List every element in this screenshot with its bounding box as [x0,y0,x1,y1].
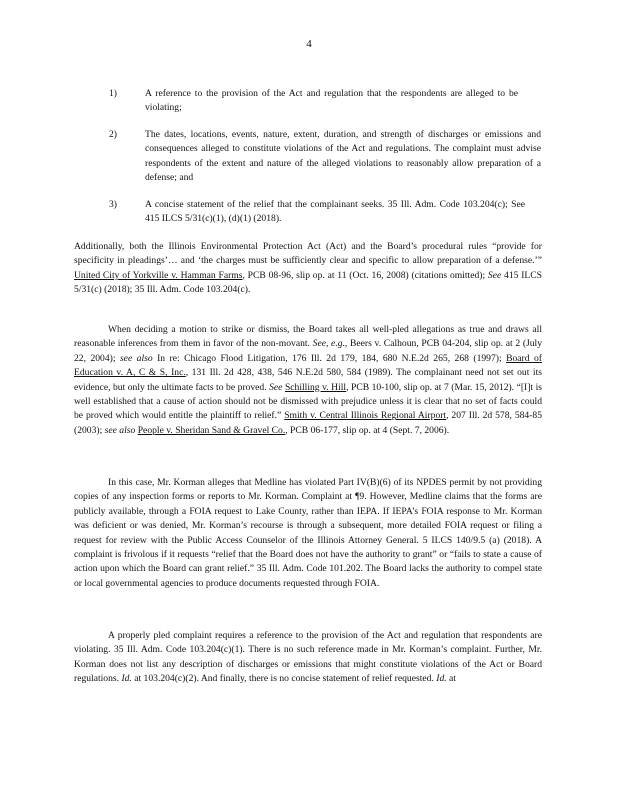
paragraph-text: , Beers v. Calhoun, PCB 04-204, slip op. at 2 (July 22, 2004); [74,338,543,364]
paragraph-properly-pled [74,629,542,687]
case-citation: Smith v. Central Illinois Regional Airport [284,410,447,422]
list-item-1-text: A reference to the provision of the Act and regulation that the respondents are alleged to be violating; [145,88,518,114]
paragraph-text: , PCB 06-177, slip op. at 4 (Sept. 7, 2006). [285,424,450,436]
signal-see: See [487,269,502,281]
signal-id: Id. [121,673,132,685]
paragraph-specificity [74,240,542,298]
paragraph-text: A properly pled complaint requires a reference to the provision of the Act and regulation that respondents are violating. 35 Ill. Adm. Code 103.204(c)(1). There is no such reference made in Mr. Korman’s complaint. Further, Mr. Korman does not list any description of discharges or emissions that might constitute violations of the Act or Board regulations. [74,630,542,685]
case-citation: Board of Education v. A, C & S, Inc. [74,352,542,379]
signal-see: See [269,381,283,393]
list-item-3-text: A concise statement of the relief that the complainant seeks. 35 Ill. Adm. Code 103.204(c); See 415 ILCS 5/31(c)(1), (d)(1) (2018). [145,199,525,225]
case-citation: People v. Sheridan Sand & Gravel Co. [137,424,286,436]
paragraph-text: at [446,673,456,685]
list-number-2: 2) [109,129,117,140]
signal-see-also: see also [119,352,153,364]
paragraph-text: In re: Chicago Flood Litigation, 176 Ill. 2d 179, 184, 680 N.E.2d 265, 268 (1997); [152,352,507,364]
paragraph-text: , 207 Ill. 2d 578, 584-85 (2003); [74,410,542,436]
paragraph-text: 415 ILCS 5/31(c) (2018); 35 Ill. Adm. Code 103.204(c). [74,269,542,296]
paragraph-standard-of-review [74,323,542,438]
signal-see-eg: See, e.g. [312,338,345,350]
signal-id: Id. [436,673,447,685]
list-number-3: 3) [109,199,117,210]
paragraph-korman-allegations: In this case, Mr. Korman alleges that Medline has violated Part IV(B)(6) of its NPDES permit by not providing copies of any inspection forms or reports to Mr. Korman. Complaint at ¶9. However, Medline claims that the forms are publicly available, through a FOIA request to Lake County, rather than IEPA. If IEPA’s FOIA response to Mr. Korman was deficient or was denied, Mr. Korman’s recourse is through a subsequent, more detailed FOIA request or filing a request for review with the Public Access Counselor of the Illinois Attorney General. 5 ILCS 140/9.5 (a) (2018). A complaint is frivolous if it requests “relief that the Board does not have the authority to grant” or “fails to state a cause of action upon which the Board can grant relief.” 35 Ill. Adm. Code 101.202. The Board lacks the authority to compel state or local governmental agencies to produce documents requested through FOIA. [74,477,542,589]
list-item-2-text: The dates, locations, events, nature, extent, duration, and strength of discharges or emissions and consequences alleged to constitute violations of the Act and regulations. The complaint must advise respondents of the extent and nature of the alleged violations to reasonably allow preparation of a defense; and [145,129,541,184]
case-citation: United City of Yorkville v. Hamman Farms [74,269,243,281]
case-citation: Schilling v. Hill [284,381,347,393]
paragraph-text: at 103.204(c)(2). And finally, there is no concise statement of relief requested. [131,673,437,685]
paragraph-text: , PCB 08-96, slip op. at 11 (Oct. 16, 2008) (citations omitted); [242,269,488,281]
list-number-1: 1) [109,88,117,99]
paragraph-text: , PCB 10-100, slip op. at 7 (Mar. 15, 2012). “[I]t is well established that a cause of action should not be dismissed with prejudice unless it is clear that no set of facts could be proved which would entitle the plaintiff to relief.” [74,381,542,422]
paragraph-text: , 131 Ill. 2d 428, 438, 546 N.E.2d 580, 584 (1989). The complainant need not set out its evidence, but only the ultimate facts to be proved. [74,367,542,393]
paragraph-text: Additionally, both the Illinois Environmental Protection Act (Act) and the Board’s procedural rules “provide for specificity in pleadings’… and ‘the charges must be sufficiently clear and specific to allow preparation of a defense.’” [74,241,542,267]
paragraph-text: When deciding a motion to strike or dismiss, the Board takes all well-pled allegations as true and draws all reasonable inferences from them in favor of the non-movant. [74,324,542,350]
page-number: 4 [306,38,312,50]
signal-see-also: see also [104,424,136,436]
